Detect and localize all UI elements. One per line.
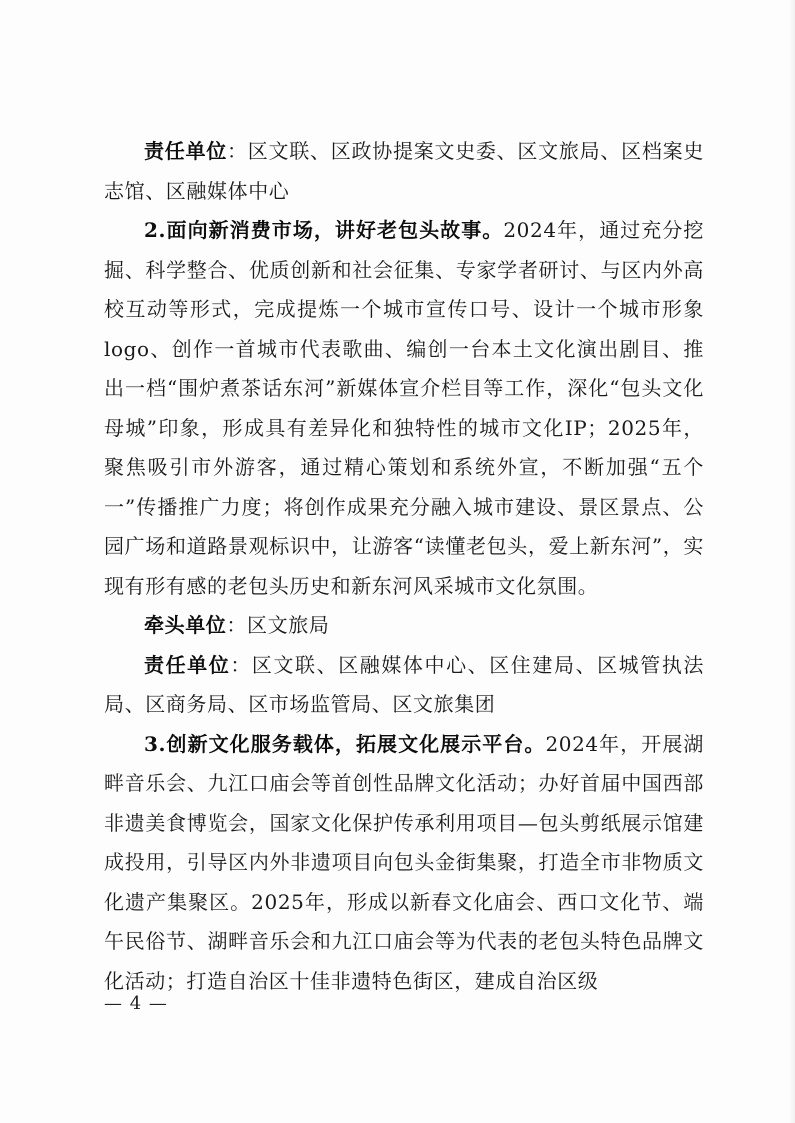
document-body: [104, 132, 704, 1001]
paragraph-heading: 3.创新文化服务载体，拓展文化展示平台。: [144, 731, 546, 756]
paragraph-responsible-units-1: [104, 132, 704, 211]
paragraph-item-2: [104, 211, 704, 606]
paragraph-lead: 责任单位: [144, 139, 227, 163]
paragraph-text: 2024年，开展湖畔音乐会、九江口庙会等首创性品牌文化活动；办好首届中国西部非遗美食博览会，国家文化保护传承利用项目—包头剪纸展示馆建成投用，引导区内外非遗项目向包头金街集聚，打造全市非物质文化遗产集聚区。2025年，形成以新春文化庙会、西口文化节、端午民俗节、湖畔音乐会和九江口庙会等为代表的老包头特色品牌文化活动；打造自治区十佳非遗特色街区，建成自治区级: [104, 731, 704, 993]
paragraph-separator: ：: [230, 652, 252, 677]
paragraph-separator: ：: [226, 613, 248, 637]
paragraph-heading: 2.面向新消费市场，讲好老包头故事。: [144, 218, 504, 242]
paragraph-lead: 牵头单位: [144, 613, 227, 637]
paragraph-item-3: [104, 725, 704, 1002]
paragraph-text: 区文联、区融媒体中心、区住建局、区城管执法局、区商务局、区市场监管局、区文旅集团: [104, 652, 704, 716]
page-number: — 4 —: [104, 993, 168, 1014]
scan-edge-shadow: [789, 0, 795, 1123]
paragraph-text: 区文联、区政协提案文史委、区文旅局、区档案史志馆、区融媒体中心: [104, 139, 704, 203]
paragraph-lead-unit: [104, 606, 704, 646]
paragraph-text: 区文旅局: [247, 613, 330, 637]
paragraph-text: 2024年，通过充分挖掘、科学整合、优质创新和社会征集、专家学者研讨、与区内外高校互动等形式，完成提炼一个城市宣传口号、设计一个城市形象logo、创作一首城市代表歌曲、编创一台本土文化演出剧目、推出一档“围炉煮茶话东河”新媒体宣介栏目等工作，深化“包头文化母城”印象，形成具有差异化和独特性的城市文化IP；2025年，聚焦吸引市外游客，通过精心策划和系统外宣，不断加强“五个一”传播推广力度；将创作成果充分融入城市建设、景区景点、公园广场和道路景观标识中，让游客“读懂老包头，爱上新东河”，实现有形有感的老包头历史和新东河风采城市文化氛围。: [104, 218, 704, 598]
paragraph-separator: ：: [226, 139, 248, 163]
paragraph-responsible-units-2: [104, 646, 704, 725]
paragraph-lead: 责任单位: [144, 652, 231, 677]
